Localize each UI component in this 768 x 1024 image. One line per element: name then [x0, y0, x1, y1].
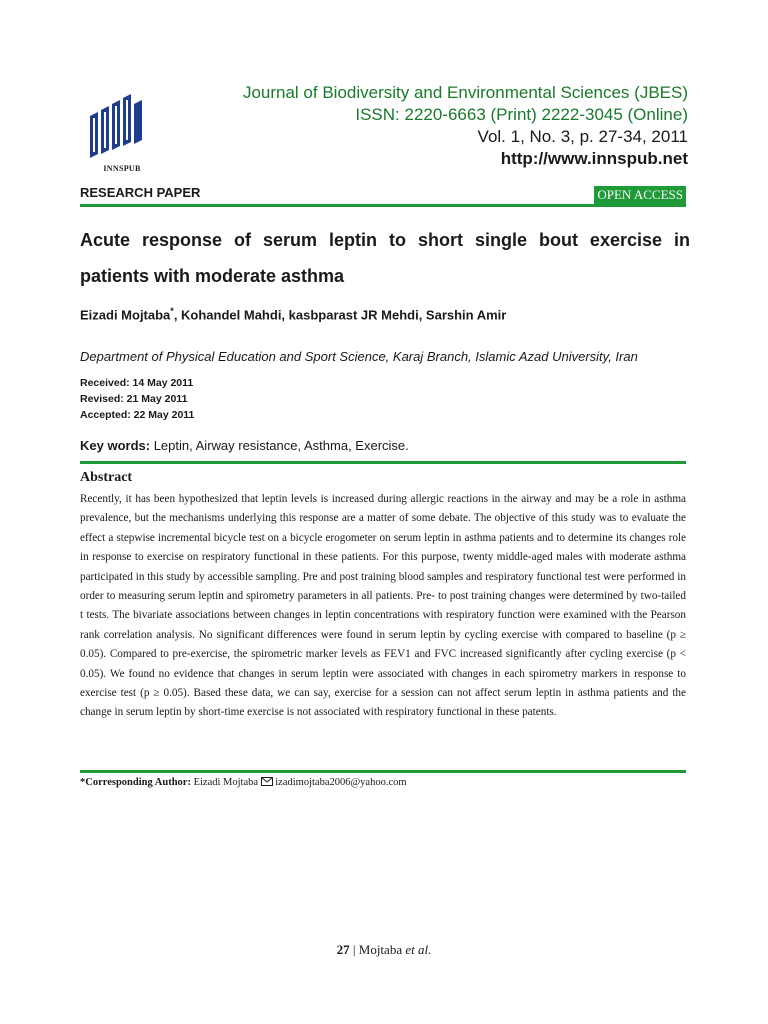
- page-number: 27: [336, 942, 350, 957]
- corresponding-author: [80, 777, 407, 788]
- keywords: [80, 438, 409, 453]
- section-label: RESEARCH PAPER: [80, 185, 201, 200]
- keywords-label: Key words:: [80, 438, 151, 453]
- page-footer: [0, 942, 768, 958]
- logo-caption: INNSPUB: [103, 164, 141, 173]
- author-list: [80, 306, 506, 322]
- corresponding-mark: *: [170, 306, 174, 316]
- footer-separator: |: [349, 942, 359, 957]
- keywords-text: Leptin, Airway resistance, Asthma, Exercise.: [153, 438, 409, 453]
- journal-title: Journal of Biodiversity and Environmental Sciences (JBES): [242, 83, 688, 102]
- journal-issn: ISSN: 2220-6663 (Print) 2222-3045 (Online): [355, 105, 688, 124]
- abstract-heading: Abstract: [80, 470, 133, 485]
- open-access-badge: OPEN ACCESS: [594, 186, 686, 204]
- received-date: Received: 14 May 2011: [80, 377, 194, 389]
- envelope-icon: [261, 777, 273, 786]
- accepted-date: Accepted: 22 May 2011: [80, 409, 195, 421]
- revised-date: Revised: 21 May 2011: [80, 393, 188, 405]
- footer-author: Mojtaba: [358, 942, 406, 957]
- corresponding-label: *Corresponding Author:: [80, 777, 191, 788]
- header-divider: [80, 204, 686, 207]
- first-author: Eizadi Mojtaba: [80, 307, 171, 323]
- other-authors: , Kohandel Mahdi, kasbparast JR Mehdi, Sarshin Amir: [173, 307, 507, 323]
- abstract-text: Recently, it has been hypothesized that leptin levels is increased during allergic reactions in the airway and may be a role in asthma prevalence, but the mechanisms underlying this response are a matter of some debate. The objective of this study was to evaluate the effect a stepwise incremental bicycle test on a bicycle erogometer on serum leptin in asthma patients and to determine its changes role in response to exercise on respiratory functional in these patients. For this purpose, twenty middle-aged males with moderate asthma participated in this study by accessible sampling. Pre and post training blood samples and respiratory functional test were performed in order to measuring serum leptin and spirometry parameters in all patients. Pre- to post training changes were determined by two-tailed t tests. The bivariate associations between changes in leptin concentrations with respiratory function were examined with the Pearson rank correlation analysis. No significant differences were found in serum leptin by cycling exercise with compared to baseline (p ≥ 0.05). Compared to pre-exercise, the spirometric marker levels as FEV1 and FVC increased significantly after cycling exercise (p < 0.05). We found no evidence that changes in serum leptin were associated with changes in each spirometry markers in response to exercise test (p ≥ 0.05). Based these data, we can say, exercise for a session can not affect serum leptin in asthma patients and the change in serum leptin by short-time exercise is not associated with respiratory functional in these patents.: [80, 493, 686, 719]
- footer-etal: et al.: [405, 942, 432, 957]
- article-title: Acute response of serum leptin to short single bout exercise in patients with moderate asthma: [80, 230, 690, 286]
- journal-url-link[interactable]: http://www.innspub.net: [500, 149, 688, 168]
- keywords-divider: [80, 461, 686, 464]
- affiliation: Department of Physical Education and Sport Science, Karaj Branch, Islamic Azad University, Iran: [80, 349, 638, 364]
- journal-volume: Vol. 1, No. 3, p. 27-34, 2011: [477, 127, 688, 146]
- abstract-divider: [80, 770, 686, 773]
- corresponding-email-link[interactable]: izadimojtaba2006@yahoo.com: [275, 777, 407, 788]
- corresponding-name: Eizadi Mojtaba: [193, 777, 259, 788]
